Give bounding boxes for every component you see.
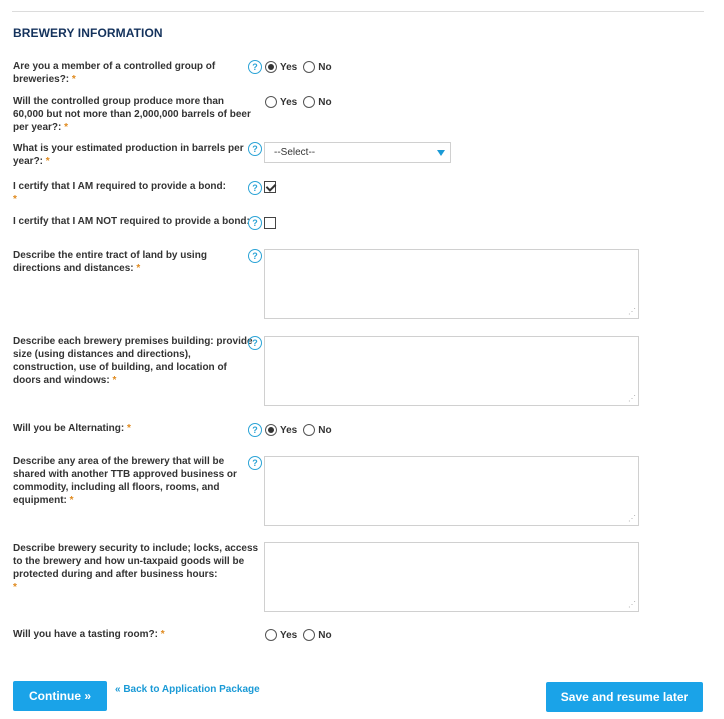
tasting-room-radio-group bbox=[265, 629, 338, 641]
bond-required-label: I certify that I AM required to provide a bond: * bbox=[13, 181, 226, 205]
required-mark: * bbox=[13, 582, 17, 593]
section-title: BREWERY INFORMATION bbox=[13, 26, 163, 40]
tract-of-land-label: Describe the entire tract of land by using directions and distances: * bbox=[13, 250, 207, 274]
bond-not-required-label: I certify that I AM NOT required to provide a bond: bbox=[13, 216, 250, 227]
controlled-group-no-radio[interactable] bbox=[303, 61, 315, 73]
save-and-resume-button[interactable]: Save and resume later bbox=[546, 682, 703, 712]
required-mark: * bbox=[160, 629, 165, 640]
bond-not-required-checkbox[interactable] bbox=[264, 217, 276, 229]
select-value: --Select-- bbox=[274, 147, 316, 158]
estimated-production-label: What is your estimated production in barrels per year?: * bbox=[13, 143, 244, 167]
help-icon[interactable]: ? bbox=[248, 249, 262, 263]
shared-area-label: Describe any area of the brewery that will be shared with another TTB approved business or commodity, including all floors, rooms, and equipment: * bbox=[13, 456, 237, 506]
required-mark: * bbox=[112, 375, 117, 386]
radio-yes-label: Yes bbox=[280, 96, 298, 108]
radio-no-label: No bbox=[318, 629, 332, 641]
resize-grip-icon[interactable]: ⋰ bbox=[628, 394, 636, 403]
resize-grip-icon[interactable]: ⋰ bbox=[628, 307, 636, 316]
radio-yes-label: Yes bbox=[280, 424, 298, 436]
help-icon[interactable]: ? bbox=[248, 336, 262, 350]
required-mark: * bbox=[45, 156, 50, 167]
back-to-application-link[interactable]: « Back to Application Package bbox=[115, 684, 260, 695]
help-icon[interactable]: ? bbox=[248, 181, 262, 195]
controlled-production-no-radio[interactable] bbox=[303, 96, 315, 108]
help-icon[interactable]: ? bbox=[248, 216, 262, 230]
controlled-group-radio-group bbox=[265, 61, 338, 73]
alternating-label: Will you be Alternating: * bbox=[13, 423, 131, 434]
help-icon[interactable]: ? bbox=[248, 456, 262, 470]
controlled-production-radio-group bbox=[265, 96, 338, 108]
tasting-room-label: Will you have a tasting room?: * bbox=[13, 629, 165, 640]
radio-yes-label: Yes bbox=[280, 629, 298, 641]
help-icon[interactable]: ? bbox=[248, 60, 262, 74]
required-mark: * bbox=[13, 194, 17, 205]
premises-building-textarea[interactable] bbox=[264, 336, 639, 406]
radio-no-label: No bbox=[318, 96, 332, 108]
required-mark: * bbox=[127, 423, 131, 434]
radio-no-label: No bbox=[318, 61, 332, 73]
bond-required-checkbox[interactable] bbox=[264, 181, 276, 193]
security-label: Describe brewery security to include; locks, access to the brewery and how un-taxpaid goods will be protected during and after business hours: * bbox=[13, 543, 259, 593]
alternating-radio-group bbox=[265, 424, 338, 436]
required-mark: * bbox=[71, 74, 76, 85]
tasting-room-no-radio[interactable] bbox=[303, 629, 315, 641]
help-icon[interactable]: ? bbox=[248, 423, 262, 437]
alternating-no-radio[interactable] bbox=[303, 424, 315, 436]
radio-yes-label: Yes bbox=[280, 61, 298, 73]
security-textarea[interactable] bbox=[264, 542, 639, 612]
controlled-group-yes-radio[interactable] bbox=[265, 61, 277, 73]
required-mark: * bbox=[136, 263, 141, 274]
required-mark: * bbox=[64, 122, 69, 133]
tract-of-land-textarea[interactable] bbox=[264, 249, 639, 319]
controlled-production-yes-radio[interactable] bbox=[265, 96, 277, 108]
controlled-production-label: Will the controlled group produce more than 60,000 but not more than 2,000,000 barrels of beer per year?: * bbox=[13, 96, 251, 133]
dropdown-arrow-icon bbox=[437, 150, 445, 156]
resize-grip-icon[interactable]: ⋰ bbox=[628, 514, 636, 523]
alternating-yes-radio[interactable] bbox=[265, 424, 277, 436]
premises-building-label: Describe each brewery premises building: provide size (using distances and directions), construction, use of building, and location of doors and windows: * bbox=[13, 336, 253, 386]
help-icon[interactable]: ? bbox=[248, 142, 262, 156]
radio-no-label: No bbox=[318, 424, 332, 436]
required-mark: * bbox=[69, 495, 74, 506]
controlled-group-label: Are you a member of a controlled group of breweries?: * bbox=[13, 61, 216, 85]
tasting-room-yes-radio[interactable] bbox=[265, 629, 277, 641]
shared-area-textarea[interactable] bbox=[264, 456, 639, 526]
resize-grip-icon[interactable]: ⋰ bbox=[628, 600, 636, 609]
continue-button[interactable]: Continue » bbox=[13, 681, 107, 711]
top-divider bbox=[12, 11, 704, 12]
estimated-production-select[interactable] bbox=[264, 142, 451, 163]
